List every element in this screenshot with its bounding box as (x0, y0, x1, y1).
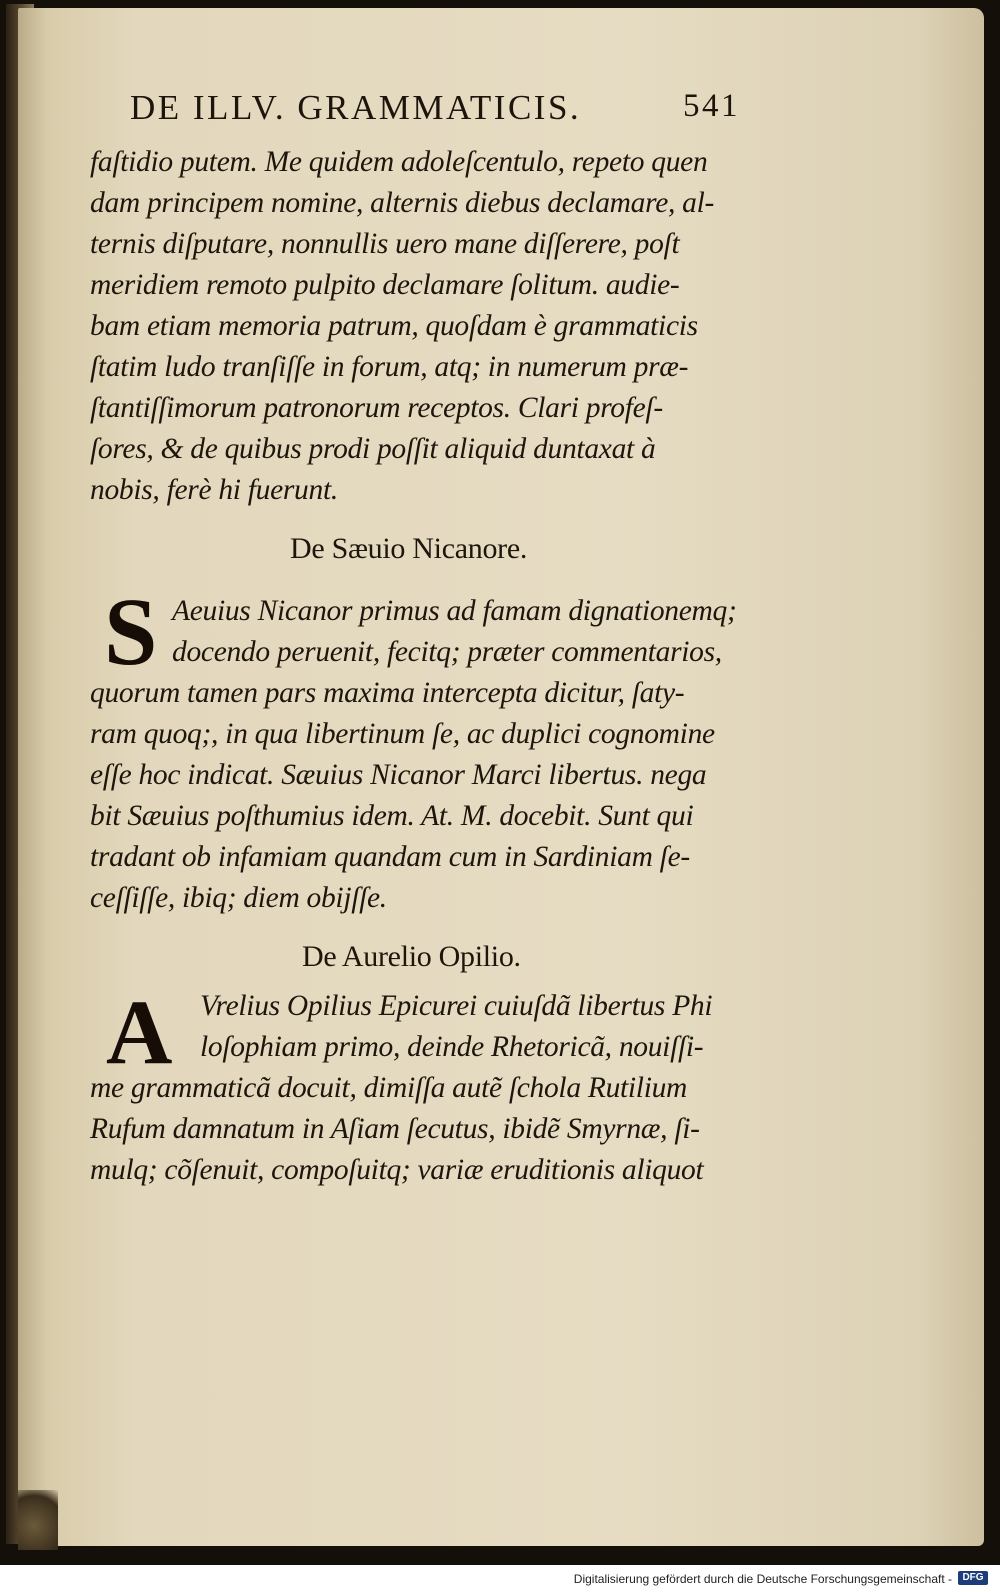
text-line: me grammaticã docuit, dimiſſa autẽ ſchola Rutilium (90, 1072, 688, 1104)
text-line: ram quoq;, in qua libertinum ſe, ac duplici cognomine (90, 718, 715, 750)
funding-credit: Digitalisierung gefördert durch die Deutsche Forschungsgemeinschaft - (573, 1572, 952, 1586)
text-line: dam principem nomine, alternis diebus declamare, al- (90, 187, 715, 219)
text-line: faſtidio putem. Me quidem adoleſcentulo, repeto quen (90, 146, 708, 178)
text-line: ſores, & de quibus prodi poſſit aliquid duntaxat à (90, 433, 656, 465)
digitization-footer (0, 1565, 1000, 1592)
section-heading: De Aurelio Opilio. (302, 940, 521, 973)
text-line: Aeuius Nicanor primus ad famam dignationemq; (172, 595, 737, 627)
text-line: ternis diſputare, nonnullis uero mane diſſerere, poſt (90, 228, 680, 260)
text-line: ceſſiſſe, ibiq; diem obijſſe. (90, 882, 387, 914)
text-line: nobis, ferè hi fuerunt. (90, 474, 338, 506)
running-title: DE ILLV. GRAMMATICIS. (130, 88, 582, 127)
text-line: tradant ob infamiam quandam cum in Sardiniam ſe- (90, 841, 690, 873)
text-line: Rufum damnatum in Aſiam ſecutus, ibidẽ Smyrnæ, ſi- (90, 1113, 700, 1145)
page-corner-stain (18, 1490, 58, 1550)
text-line: quorum tamen pars maxima intercepta dicitur, ſaty- (90, 677, 685, 709)
page-number: 541 (683, 88, 740, 124)
dfg-logo: DFG (958, 1571, 988, 1585)
text-line: meridiem remoto pulpito declamare ſolitum. audie- (90, 269, 680, 301)
text-line: docendo peruenit, fecitq; præter commentarios, (172, 636, 722, 668)
drop-cap: S (104, 578, 158, 685)
text-line: bam etiam memoria patrum, quoſdam è grammaticis (90, 310, 698, 342)
running-header (130, 88, 740, 138)
text-line: ſtantiſſimorum patronorum receptos. Clari profeſ- (90, 392, 663, 424)
text-line: bit Sæuius poſthumius idem. At. M. docebit. Sunt qui (90, 800, 694, 832)
text-line: ſtatim ludo tranſiſſe in forum, atq; in numerum præ- (90, 351, 689, 383)
text-line: mulq; cõſenuit, compoſuitq; variæ eruditionis aliquot (90, 1154, 704, 1186)
text-line: eſſe hoc indicat. Sæuius Nicanor Marci libertus. nega (90, 759, 707, 791)
text-line: Vrelius Opilius Epicurei cuiuſdã libertus Phi (200, 990, 713, 1022)
text-line: loſophiam primo, deinde Rhetoricã, nouiſſi- (200, 1031, 704, 1063)
drop-cap: A (106, 981, 173, 1083)
section-heading: De Sæuio Nicanore. (290, 532, 528, 565)
